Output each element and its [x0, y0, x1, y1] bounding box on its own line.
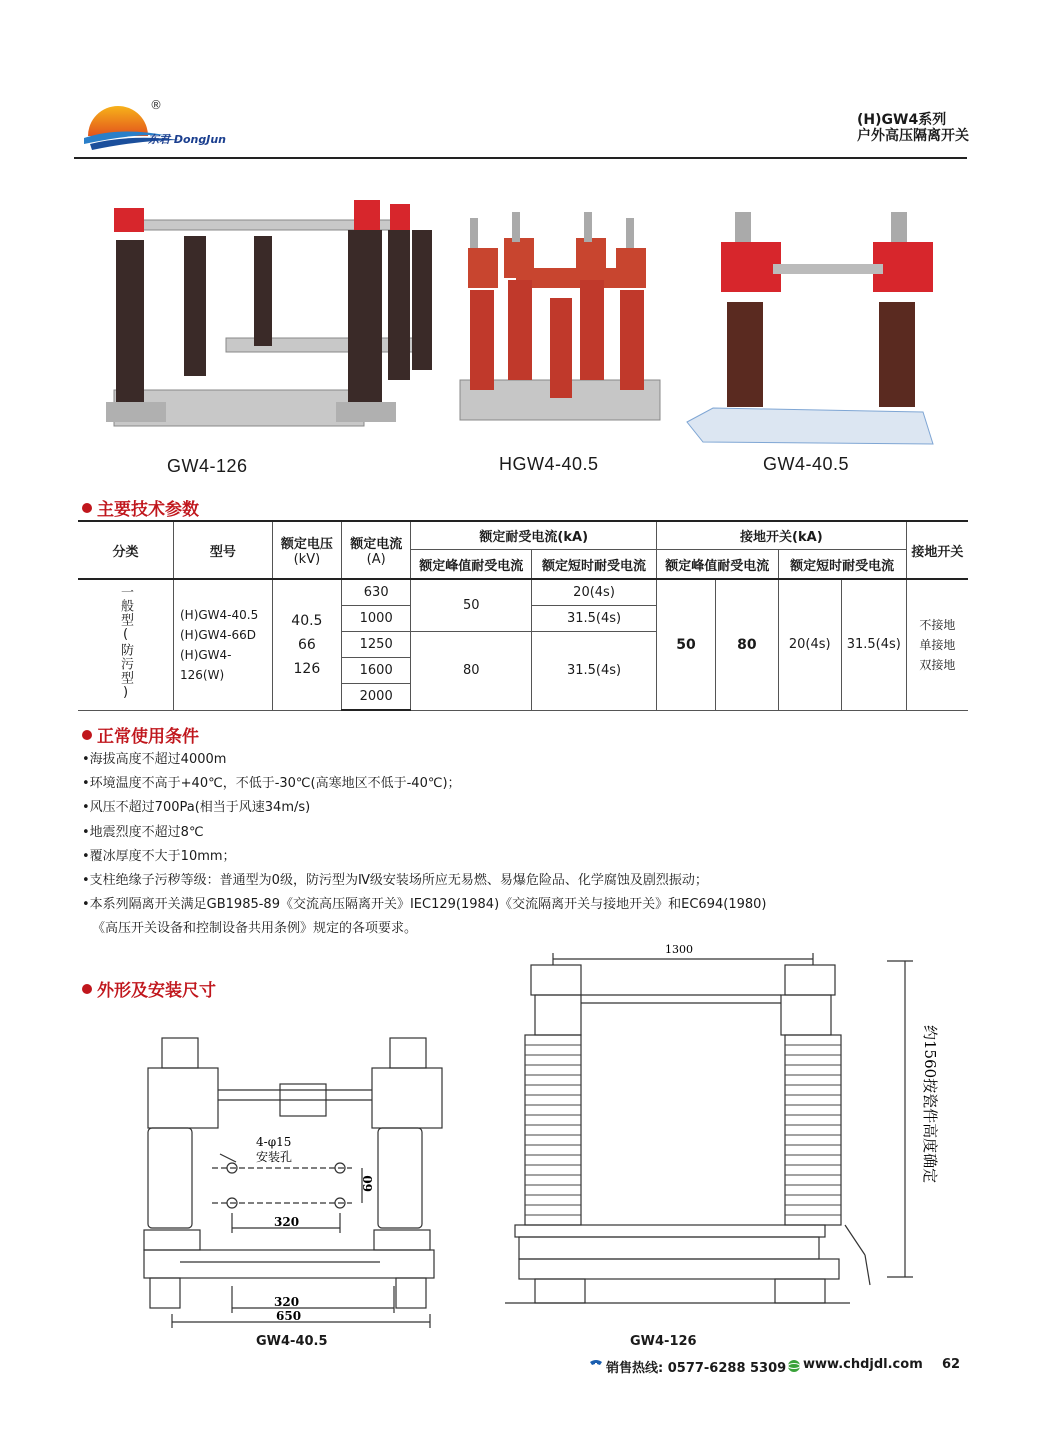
- earth-option-3: 双接地: [919, 657, 956, 672]
- gw4-40-5-drawing: [140, 1018, 450, 1336]
- series-title: [857, 112, 969, 144]
- caption-gw4-40-5: GW4-40.5: [763, 454, 850, 474]
- current-1600: 1600: [341, 658, 410, 684]
- series-line-2: 户外高压隔离开关: [857, 128, 969, 144]
- dim-1300: 1300: [665, 943, 693, 956]
- earth-option-2: 单接地: [919, 637, 956, 652]
- voltage-1: 40.5: [291, 612, 323, 629]
- earth-peak-2: 80: [716, 579, 779, 710]
- section-dimensions-heading: [82, 976, 216, 1001]
- current-2000: 2000: [341, 684, 410, 711]
- gw4-126-drawing: [505, 925, 945, 1335]
- condition-item: •覆冰厚度不大于10mm；: [82, 848, 236, 864]
- model-2: (H)GW4-66D: [180, 627, 257, 642]
- footer-hotline: 销售热线: 0577-6288 5309: [606, 1361, 787, 1376]
- condition-item: •环境温度不高于+40℃，不低于-30℃(高寒地区不低于-40℃)；: [82, 776, 461, 792]
- voltage-3: 126: [293, 660, 321, 677]
- th-category: 分类: [78, 521, 174, 579]
- short-a: 20(4s): [532, 579, 657, 606]
- th-voltage-unit: (kV): [293, 552, 321, 567]
- series-line-1: (H)GW4系列: [857, 112, 947, 128]
- drawing-right-caption: GW4-126: [630, 1334, 697, 1349]
- th-voltage-label: 额定电压: [280, 537, 333, 552]
- spec-table: [78, 520, 968, 711]
- model-3: (H)GW4-126(W): [180, 647, 232, 682]
- current-1000: 1000: [341, 606, 410, 632]
- voltage-2: 66: [297, 636, 316, 653]
- conditions-list: [82, 748, 766, 942]
- current-630: 630: [341, 579, 410, 606]
- height-note: 约1560按瓷件高度确定: [921, 1025, 939, 1184]
- bullet-dot: [82, 984, 92, 994]
- th-short: 额定短时耐受电流: [532, 550, 657, 580]
- peak-a: 50: [411, 579, 532, 632]
- th-withstand: 额定耐受电流(kA): [411, 521, 657, 550]
- th-current-unit: (A): [366, 552, 386, 567]
- caption-hgw4-40-5: HGW4-40.5: [499, 454, 599, 474]
- cell-models: [174, 579, 273, 710]
- dim-60: 60: [361, 1175, 375, 1192]
- th-model: 型号: [174, 521, 273, 579]
- condition-item: 《高压开关设备和控制设备共用条例》规定的各项要求。: [92, 921, 418, 937]
- condition-item: •海拔高度不超过4000m: [82, 752, 227, 767]
- earth-peak-1: 50: [657, 579, 716, 710]
- model-1: (H)GW4-40.5: [180, 607, 259, 622]
- header-rule: [74, 157, 967, 159]
- section-conditions-heading: [82, 722, 199, 747]
- gw4-126-photo: [96, 190, 441, 450]
- section-specs-title: 主要技术参数: [97, 500, 199, 520]
- section-dimensions-title: 外形及安装尺寸: [97, 981, 216, 1001]
- earth-option-1: 不接地: [919, 617, 956, 632]
- caption-gw4-126: GW4-126: [167, 456, 248, 476]
- condition-item: •本系列隔离开关满足GB1985-89《交流高压隔离开关》IEC129(1984)《交流隔离开关与接地开关》和EC694(1980): [82, 897, 767, 913]
- short-c: 31.5(4s): [532, 632, 657, 711]
- section-specs-heading: [82, 495, 199, 520]
- registered-mark: ®: [150, 98, 162, 112]
- th-earth-switch: 接地开关: [906, 521, 968, 579]
- th-current-label: 额定电流: [350, 537, 403, 552]
- earth-short-2: 31.5(4s): [841, 579, 906, 710]
- th-earth-short: 额定短时耐受电流: [778, 550, 906, 580]
- category-text: 一般型(防污型): [118, 584, 133, 701]
- condition-item: •地震烈度不超过8℃: [82, 824, 204, 840]
- page-number: 62: [942, 1357, 961, 1372]
- web-icon: [787, 1358, 801, 1377]
- cell-category: [78, 579, 174, 710]
- footer-website[interactable]: www.chdjdl.com: [803, 1357, 923, 1372]
- th-earth: 接地开关(kA): [657, 521, 907, 550]
- brand-name: 东君 DongJun: [148, 133, 226, 146]
- earth-short-1: 20(4s): [778, 579, 841, 710]
- section-conditions-title: 正常使用条件: [97, 727, 199, 747]
- dim-320: 320: [274, 1295, 300, 1309]
- cell-earth-options: [906, 579, 968, 710]
- bullet-dot: [82, 730, 92, 740]
- dim-650: 650: [276, 1309, 302, 1323]
- hgw4-40-5-photo: [456, 208, 681, 448]
- short-b: 31.5(4s): [532, 606, 657, 632]
- current-1250: 1250: [341, 632, 410, 658]
- dim-320-top: 320: [274, 1215, 300, 1229]
- condition-item: •支柱绝缘子污秽等级：普通型为0级，防污型为Ⅳ级安装场所应无易燃、易爆危险品、化学腐蚀及剧烈振动；: [82, 873, 708, 889]
- hole-text: 安装孔: [256, 1150, 293, 1164]
- th-voltage: [272, 521, 341, 579]
- bullet-dot: [82, 503, 92, 513]
- th-earth-peak: 额定峰值耐受电流: [657, 550, 779, 580]
- cell-voltages: [272, 579, 341, 710]
- peak-b: 80: [411, 632, 532, 711]
- condition-item: •风压不超过700Pa(相当于风速34m/s): [82, 800, 311, 816]
- gw4-40-5-photo: [683, 212, 948, 452]
- drawing-left-caption: GW4-40.5: [256, 1334, 328, 1349]
- phone-icon: [588, 1358, 604, 1377]
- dongjun-logo: [80, 98, 250, 158]
- hole-label: 4-φ15: [256, 1135, 292, 1149]
- th-peak: 额定峰值耐受电流: [411, 550, 532, 580]
- th-current: [341, 521, 410, 579]
